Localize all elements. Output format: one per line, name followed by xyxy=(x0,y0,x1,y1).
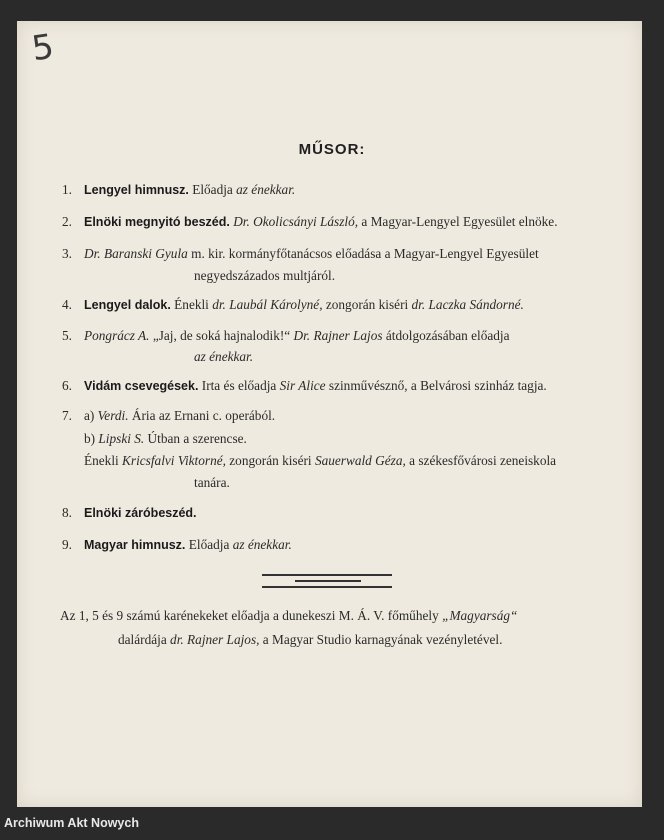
program-item-7-performers: Énekli Kricsfalvi Viktorné, zongorán kiséri Sauerwald Géza, a székesfővárosi zeneiskola xyxy=(84,453,557,468)
divider-rule xyxy=(295,580,361,582)
divider-rule xyxy=(262,574,392,576)
footer-line-1: Az 1, 5 és 9 számú karénekeket előadja a dunekeszi M. Á. V. főműhely „Magyarság“ xyxy=(60,608,518,623)
program-title: MŰSOR: xyxy=(298,141,366,158)
program-item-5-continuation: az énekkar. xyxy=(194,349,254,364)
program-item-7-continuation: tanára. xyxy=(194,475,230,490)
divider-rule xyxy=(262,586,392,588)
program-item-4: 4. Lengyel dalok. Énekli dr. Laubál Károlyné, zongorán kiséri dr. Laczka Sándorné. xyxy=(62,297,524,312)
archive-label: Archiwum Akt Nowych xyxy=(4,816,139,830)
program-item-3: 3. Dr. Baranski Gyula m. kir. kormányfőtanácsos előadása a Magyar-Lengyel Egyesület xyxy=(62,246,539,261)
program-item-2: 2. Elnöki megnyitó beszéd. Dr. Okolicsányi László, a Magyar-Lengyel Egyesület elnöke. xyxy=(62,214,558,229)
program-item-5: 5. Pongrácz A. „Jaj, de soká hajnalodik!“ Dr. Rajner Lajos átdolgozásában előadja xyxy=(62,328,510,343)
program-item-7: 7. a) Verdi. Ária az Ernani c. operából. xyxy=(62,408,276,423)
program-item-3-continuation: negyedszázados multjáról. xyxy=(194,268,336,283)
footer-line-2: dalárdája dr. Rajner Lajos, a Magyar Studio karnagyának vezényletével. xyxy=(118,632,503,647)
program-item-8: 8. Elnöki záróbeszéd. xyxy=(62,505,197,520)
program-item-9: 9. Magyar himnusz. Előadja az énekkar. xyxy=(62,537,292,552)
program-item-7b: b) Lipski S. Útban a szerencse. xyxy=(84,431,247,446)
handwritten-page-number: 5 xyxy=(29,26,57,70)
program-item-1: 1. Lengyel himnusz. Előadja az énekkar. xyxy=(62,182,296,197)
program-item-6: 6. Vidám csevegések. Irta és előadja Sir Alice szinművésznő, a Belvárosi szinház tagja. xyxy=(62,378,547,393)
